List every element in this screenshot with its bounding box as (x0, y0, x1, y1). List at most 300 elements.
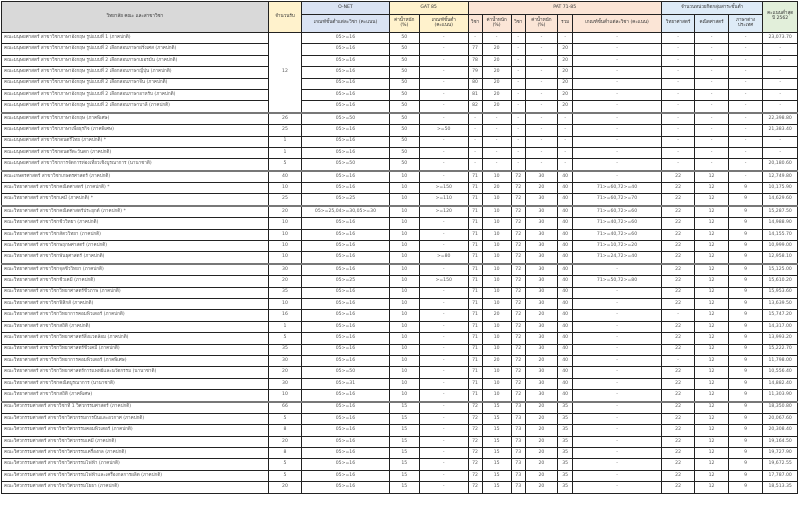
cell-gat-min: - (419, 459, 468, 470)
cell-gat-min: - (419, 355, 468, 366)
cell-onet-min: 05>=16 (302, 344, 389, 355)
cell-credit-language: 9 (728, 390, 763, 402)
cell-pat-min: - (573, 448, 662, 459)
cell-pat-weight-1: 20 (482, 183, 511, 194)
cell-credit-language: 9 (728, 333, 763, 344)
cell-pat-min: - (573, 287, 662, 298)
cell-pat-subject-1: 78 (468, 55, 482, 66)
cell-gat-weight: 10 (389, 333, 419, 344)
cell-gat-weight: 15 (389, 448, 419, 459)
cell-program-name: คณะวิทยาศาสตร์ สาขาวิชาเคมี (ภาคปกติ) * (2, 194, 269, 206)
cell-gat-min: - (419, 333, 468, 344)
cell-pat-subject-2: - (511, 101, 525, 113)
cell-onet-min: 05>=16 (302, 171, 389, 183)
cell-onet-min: 05>=16 (302, 448, 389, 459)
cell-pat-subject-2: 73 (511, 402, 525, 414)
cell-credit-science: 22 (661, 470, 694, 481)
cell-credit-language: - (728, 101, 763, 113)
cell-pat-min: 71>=50,72>=80 (573, 276, 662, 287)
cell-pat-weight-1: 10 (482, 206, 511, 218)
cell-onet-min: 05>=16 (302, 402, 389, 414)
cell-min-score: 14,155.70 (763, 229, 798, 240)
cell-pat-weight-1: 10 (482, 390, 511, 402)
cell-pat-total: 40 (558, 218, 573, 229)
cell-pat-total: 40 (558, 367, 573, 378)
header-pat-weight-1: ค่าน้ำหนัก (%) (482, 15, 511, 33)
cell-pat-weight-1: 10 (482, 333, 511, 344)
cell-pat-total: - (558, 33, 573, 44)
cell-pat-subject-2: 73 (511, 448, 525, 459)
table-row (2, 378, 798, 389)
cell-credit-language: - (728, 44, 763, 55)
table-row (2, 89, 798, 100)
cell-pat-subject-2: 72 (511, 378, 525, 389)
header-credits: จำนวนหน่วยกิตกลุ่มสาระขั้นต่ำ (661, 2, 762, 15)
cell-seats: 10 (268, 183, 301, 194)
cell-pat-total: 20 (558, 101, 573, 113)
table-row (2, 402, 798, 414)
cell-pat-total: 20 (558, 67, 573, 78)
cell-min-score: 20,067.60 (763, 413, 798, 424)
cell-onet-min: 05>=16 (302, 264, 389, 276)
cell-pat-min: 71>=40,72>=60 (573, 229, 662, 240)
table-row (2, 171, 798, 183)
cell-pat-min: - (573, 333, 662, 344)
cell-pat-total: 35 (558, 413, 573, 424)
cell-pat-subject-2: 72 (511, 218, 525, 229)
cell-pat-weight-2: - (525, 78, 557, 89)
cell-credit-language: 9 (728, 321, 763, 332)
cell-pat-min: - (573, 470, 662, 481)
cell-credit-language: - (728, 147, 763, 158)
cell-onet-min: 05>=16 (302, 252, 389, 264)
cell-seats: 5 (268, 470, 301, 481)
cell-seats: 35 (268, 344, 301, 355)
cell-pat-total: 40 (558, 171, 573, 183)
cell-credit-math: - (695, 136, 728, 147)
cell-pat-subject-1: 77 (468, 44, 482, 55)
cell-credit-science: 22 (661, 436, 694, 447)
cell-pat-subject-1: 72 (468, 436, 482, 447)
cell-pat-weight-1: 10 (482, 194, 511, 206)
cell-pat-weight-2: 20 (525, 436, 557, 447)
cell-pat-total: 20 (558, 44, 573, 55)
cell-pat-weight-1: - (482, 125, 511, 136)
cell-gat-min: - (419, 218, 468, 229)
cell-min-score: 10,999.00 (763, 241, 798, 252)
table-row (2, 344, 798, 355)
cell-credit-math: - (695, 147, 728, 158)
cell-seats: 10 (268, 298, 301, 309)
cell-gat-min: >=50 (419, 125, 468, 136)
cell-pat-subject-2: - (511, 78, 525, 89)
cell-pat-subject-2: 72 (511, 287, 525, 298)
cell-program-name: คณะเกษตรศาสตร์ สาขาวิชาเกษตรศาสตร์ (ภาคปกติ) (2, 171, 269, 183)
cell-seats: 20 (268, 367, 301, 378)
cell-gat-weight: 15 (389, 413, 419, 424)
cell-gat-weight: 50 (389, 33, 419, 44)
cell-credit-language: - (728, 78, 763, 89)
cell-pat-weight-2: 30 (525, 344, 557, 355)
cell-pat-weight-1: 20 (482, 101, 511, 113)
cell-pat-min: - (573, 402, 662, 414)
cell-pat-total: 35 (558, 448, 573, 459)
cell-pat-min: - (573, 55, 662, 66)
cell-pat-weight-2: 30 (525, 194, 557, 206)
cell-credit-math: 12 (695, 264, 728, 276)
cell-credit-math: 12 (695, 310, 728, 321)
cell-pat-weight-1: 10 (482, 344, 511, 355)
cell-seats: 10 (268, 218, 301, 229)
cell-pat-total: 40 (558, 206, 573, 218)
cell-credit-math: 12 (695, 378, 728, 389)
cell-credit-math: 12 (695, 436, 728, 447)
cell-onet-min: 05>=50 (302, 159, 389, 171)
cell-gat-min: - (419, 55, 468, 66)
cell-seats: 40 (268, 171, 301, 183)
cell-pat-weight-1: - (482, 147, 511, 158)
cell-pat-weight-1: 10 (482, 264, 511, 276)
table-row (2, 276, 798, 287)
cell-gat-min: - (419, 229, 468, 240)
cell-pat-weight-2: 30 (525, 206, 557, 218)
cell-seats: 10 (268, 241, 301, 252)
cell-pat-min: - (573, 264, 662, 276)
cell-gat-min: - (419, 425, 468, 436)
cell-pat-weight-1: 20 (482, 310, 511, 321)
cell-credit-math: - (695, 159, 728, 171)
cell-pat-weight-1: 10 (482, 367, 511, 378)
cell-credit-language: 9 (728, 252, 763, 264)
cell-gat-min: >=120 (419, 206, 468, 218)
cell-credit-science: 22 (661, 298, 694, 309)
cell-credit-language: 9 (728, 298, 763, 309)
cell-onet-min: 05>=16 (302, 67, 389, 78)
cell-gat-weight: 15 (389, 470, 419, 481)
cell-pat-weight-2: 30 (525, 298, 557, 309)
cell-program-name: คณะมนุษยศาสตร์ สาขาวิชาดนตรีไทย (ภาคปกติ) * (2, 136, 269, 147)
cell-gat-weight: 50 (389, 101, 419, 113)
cell-pat-total: 20 (558, 78, 573, 89)
cell-seats: 5 (268, 333, 301, 344)
cell-credit-science: - (661, 147, 694, 158)
cell-pat-weight-1: - (482, 113, 511, 125)
admissions-table (1, 1, 798, 494)
cell-credit-science: - (661, 355, 694, 366)
cell-credit-math: - (695, 55, 728, 66)
cell-pat-weight-2: 30 (525, 390, 557, 402)
cell-min-score: 18,513.35 (763, 482, 798, 493)
table-row (2, 206, 798, 218)
cell-gat-weight: 10 (389, 206, 419, 218)
cell-pat-total: 40 (558, 344, 573, 355)
cell-onet-min: 05>=16 (302, 470, 389, 481)
cell-program-name: คณะวิทยาศาสตร์ สาขาวิชาสถิติ (ภาคพิเศษ) (2, 390, 269, 402)
cell-credit-math: 12 (695, 470, 728, 481)
cell-gat-weight: 10 (389, 390, 419, 402)
header-pat: PAT 71-85 (468, 2, 661, 15)
cell-pat-subject-1: 72 (468, 425, 482, 436)
cell-pat-min: 71>=24,72>=40 (573, 252, 662, 264)
cell-credit-science: - (661, 89, 694, 100)
cell-pat-subject-1: 71 (468, 378, 482, 389)
cell-gat-weight: 10 (389, 229, 419, 240)
cell-credit-language: 9 (728, 482, 763, 493)
table-row (2, 67, 798, 78)
table-row (2, 136, 798, 147)
cell-pat-min: - (573, 425, 662, 436)
cell-credit-science: 22 (661, 333, 694, 344)
header-seats: จำนวนรับ (268, 2, 301, 33)
cell-gat-min: - (419, 264, 468, 276)
table-row (2, 367, 798, 378)
table-row (2, 218, 798, 229)
cell-credit-science: - (661, 78, 694, 89)
cell-credit-language: 9 (728, 413, 763, 424)
cell-gat-weight: 50 (389, 159, 419, 171)
cell-pat-subject-2: 72 (511, 355, 525, 366)
cell-program-name: คณะมนุษยศาสตร์ สาขาวิชาภาษาอังกฤษ รูปแบบที่ 2 เลือกสอบภาษาจีน (ภาคปกติ) (2, 78, 269, 89)
cell-program-name: คณะมนุษยศาสตร์ สาขาวิชาดนตรีตะวันตก (ภาคปกติ) (2, 147, 269, 158)
cell-gat-weight: 50 (389, 67, 419, 78)
cell-pat-weight-1: 10 (482, 378, 511, 389)
cell-pat-subject-1: 71 (468, 264, 482, 276)
table-row (2, 355, 798, 366)
cell-pat-subject-1: 71 (468, 252, 482, 264)
cell-pat-subject-2: 72 (511, 252, 525, 264)
cell-program-name: คณะมนุษยศาสตร์ สาขาวิชาการจัดการท่องเที่ยวเชิงบูรณาการ (นานาชาติ) (2, 159, 269, 171)
cell-onet-min: 05>=16 (302, 482, 389, 493)
cell-credit-math: 12 (695, 206, 728, 218)
cell-credit-math: - (695, 101, 728, 113)
cell-pat-weight-1: 15 (482, 470, 511, 481)
cell-onet-min: 05>=16 (302, 459, 389, 470)
cell-pat-min: - (573, 459, 662, 470)
cell-program-name: คณะวิศวกรรมศาสตร์ สาขาวิชาวิศวกรรมเครื่องกล (ภาคปกติ) (2, 448, 269, 459)
cell-seats: 30 (268, 264, 301, 276)
cell-seats: 20 (268, 276, 301, 287)
cell-pat-weight-1: 10 (482, 298, 511, 309)
cell-onet-min: 05>=16 (302, 78, 389, 89)
cell-gat-min: - (419, 367, 468, 378)
cell-pat-total: 35 (558, 482, 573, 493)
table-row (2, 425, 798, 436)
cell-pat-subject-1: 71 (468, 229, 482, 240)
cell-credit-math: 12 (695, 402, 728, 414)
cell-pat-subject-2: - (511, 33, 525, 44)
cell-gat-weight: 15 (389, 425, 419, 436)
cell-pat-min: - (573, 67, 662, 78)
cell-onet-min: 05>=16 (302, 355, 389, 366)
cell-min-score: 13,639.50 (763, 298, 798, 309)
header-name: วิทยาลัย คณะ และสาขาวิชา (2, 2, 269, 33)
cell-credit-math: 12 (695, 390, 728, 402)
cell-seats: 35 (268, 287, 301, 298)
cell-pat-subject-1: 71 (468, 171, 482, 183)
cell-credit-science: 22 (661, 413, 694, 424)
cell-pat-total: 20 (558, 89, 573, 100)
cell-pat-subject-1: 71 (468, 194, 482, 206)
cell-credit-language: - (728, 125, 763, 136)
cell-pat-weight-1: 15 (482, 482, 511, 493)
cell-credit-language: 9 (728, 194, 763, 206)
cell-gat-weight: 10 (389, 287, 419, 298)
cell-min-score: 10,175.90 (763, 183, 798, 194)
cell-pat-subject-2: 72 (511, 367, 525, 378)
cell-onet-min: 05>=16 (302, 101, 389, 113)
cell-min-score: 14,988.90 (763, 218, 798, 229)
cell-gat-min: - (419, 310, 468, 321)
cell-pat-weight-1: 10 (482, 321, 511, 332)
cell-pat-weight-2: - (525, 33, 557, 44)
cell-pat-total: 40 (558, 241, 573, 252)
cell-program-name: คณะวิศวกรรมศาสตร์ สาขาวิชาที่ 1 วิศวกรรมศาสตร์ (ภาคปกติ) (2, 402, 269, 414)
cell-min-score: 15,747.20 (763, 310, 798, 321)
cell-program-name: คณะวิศวกรรมศาสตร์ สาขาวิชาวิศวกรรมไฟฟ้าและเครื่องกลการผลิต (ภาคปกติ) (2, 470, 269, 481)
cell-credit-science: - (661, 44, 694, 55)
cell-program-name: คณะวิทยาศาสตร์ สาขาวิชาพันธุศาสตร์ (ภาคปกติ) (2, 252, 269, 264)
cell-gat-weight: 10 (389, 218, 419, 229)
cell-pat-weight-2: 30 (525, 218, 557, 229)
cell-pat-subject-1: 71 (468, 344, 482, 355)
cell-credit-language: - (728, 171, 763, 183)
cell-program-name: คณะวิทยาศาสตร์ สาขาวิชาสัตววิทยา (ภาคปกติ) (2, 229, 269, 240)
cell-onet-min: 05>=16 (302, 183, 389, 194)
cell-gat-weight: 10 (389, 276, 419, 287)
cell-pat-subject-1: 71 (468, 310, 482, 321)
cell-credit-science: 22 (661, 276, 694, 287)
cell-pat-total: - (558, 113, 573, 125)
cell-credit-science: 22 (661, 171, 694, 183)
cell-pat-min: - (573, 113, 662, 125)
cell-pat-subject-2: 73 (511, 436, 525, 447)
cell-pat-weight-2: 30 (525, 276, 557, 287)
cell-pat-weight-2: - (525, 113, 557, 125)
cell-program-name: คณะมนุษยศาสตร์ สาขาวิชาภาษาอังกฤษ รูปแบบที่ 2 เลือกสอบภาษาอาหรับ (ภาคปกติ) (2, 89, 269, 100)
header-pat-subject-2: วิชา (511, 15, 525, 33)
cell-pat-subject-1: - (468, 159, 482, 171)
cell-credit-language: 9 (728, 402, 763, 414)
cell-credit-language: 9 (728, 378, 763, 389)
cell-pat-subject-2: - (511, 147, 525, 158)
cell-pat-subject-2: 73 (511, 413, 525, 424)
table-row (2, 333, 798, 344)
cell-pat-subject-1: 80 (468, 78, 482, 89)
header-gat-min: เกณฑ์ขั้นต่ำ (คะแนน) (419, 15, 468, 33)
table-row (2, 78, 798, 89)
cell-credit-math: 12 (695, 194, 728, 206)
cell-pat-subject-2: 72 (511, 194, 525, 206)
cell-min-score: - (763, 136, 798, 147)
cell-program-name: คณะวิศวกรรมศาสตร์ สาขาวิชาวิศวกรรมการบินและอวกาศ (ภาคปกติ) (2, 413, 269, 424)
cell-gat-min: - (419, 344, 468, 355)
cell-program-name: คณะมนุษยศาสตร์ สาขาวิชาภาษาอังกฤษ รูปแบบที่ 2 เลือกสอบภาษาเยอรมัน (ภาคปกติ) (2, 55, 269, 66)
cell-min-score: 15,222.70 (763, 344, 798, 355)
cell-pat-total: 40 (558, 310, 573, 321)
table-row (2, 241, 798, 252)
cell-credit-math: 12 (695, 229, 728, 240)
cell-program-name: คณะมนุษยศาสตร์ สาขาวิชาภาษาอังกฤษ รูปแบบที่ 2 เลือกสอบภาษาญี่ปุ่น (ภาคปกติ) (2, 67, 269, 78)
cell-pat-weight-1: 10 (482, 287, 511, 298)
table-row (2, 448, 798, 459)
cell-pat-subject-2: 72 (511, 241, 525, 252)
cell-credit-science: - (661, 125, 694, 136)
cell-pat-weight-1: 15 (482, 402, 511, 414)
cell-min-score: 12,958.10 (763, 252, 798, 264)
cell-pat-weight-2: 30 (525, 229, 557, 240)
cell-credit-math: 12 (695, 333, 728, 344)
cell-credit-math: 12 (695, 287, 728, 298)
cell-onet-min: 05>=25,04>=30,05>=30 (302, 206, 389, 218)
cell-seats: 5 (268, 159, 301, 171)
cell-credit-language: 9 (728, 448, 763, 459)
cell-min-score: - (763, 101, 798, 113)
cell-gat-min: - (419, 321, 468, 332)
cell-program-name: คณะวิทยาศาสตร์ สาขาวิชาวิทยาศาสตร์การแพทย์และนวัตกรรม (นานาชาติ) (2, 367, 269, 378)
cell-seats: 66 (268, 402, 301, 414)
cell-gat-weight: 50 (389, 136, 419, 147)
cell-gat-min: - (419, 136, 468, 147)
cell-pat-total: - (558, 125, 573, 136)
cell-gat-min: - (419, 436, 468, 447)
cell-onet-min: 05>=16 (302, 55, 389, 66)
cell-pat-weight-2: 20 (525, 425, 557, 436)
cell-seats: 20 (268, 206, 301, 218)
cell-pat-subject-2: 72 (511, 390, 525, 402)
cell-pat-weight-1: 10 (482, 241, 511, 252)
cell-pat-total: 40 (558, 194, 573, 206)
header-credit-language: ภาษาต่างประเทศ (728, 15, 763, 33)
cell-pat-subject-1: 71 (468, 287, 482, 298)
cell-credit-science: 22 (661, 264, 694, 276)
cell-credit-language: 9 (728, 367, 763, 378)
cell-min-score: 15,287.50 (763, 206, 798, 218)
cell-gat-weight: 10 (389, 171, 419, 183)
cell-gat-weight: 50 (389, 55, 419, 66)
cell-program-name: คณะมนุษยศาสตร์ สาขาวิชาภาษาอังกฤษ รูปแบบที่ 2 เลือกสอบภาษาบาลี (ภาคปกติ) (2, 101, 269, 113)
table-row (2, 183, 798, 194)
cell-min-score: - (763, 89, 798, 100)
cell-min-score: 17,787.00 (763, 470, 798, 481)
cell-seats: 20 (268, 436, 301, 447)
cell-pat-subject-2: 73 (511, 459, 525, 470)
cell-gat-weight: 50 (389, 147, 419, 158)
table-row (2, 482, 798, 493)
table-row (2, 459, 798, 470)
cell-pat-weight-2: 20 (525, 470, 557, 481)
cell-pat-subject-2: 72 (511, 171, 525, 183)
cell-pat-subject-2: 72 (511, 333, 525, 344)
cell-min-score: 15,125.00 (763, 264, 798, 276)
cell-pat-min: - (573, 159, 662, 171)
cell-program-name: คณะวิทยาศาสตร์ สาขาวิชาชีววิทยา (ภาคปกติ) (2, 218, 269, 229)
header-pat-weight-2: ค่าน้ำหนัก (%) (525, 15, 557, 33)
cell-pat-min: 71>=10,72>=20 (573, 241, 662, 252)
cell-min-score: 21,383.40 (763, 125, 798, 136)
cell-pat-total: 20 (558, 55, 573, 66)
cell-pat-total: - (558, 147, 573, 158)
cell-pat-min: - (573, 413, 662, 424)
cell-gat-min: - (419, 78, 468, 89)
cell-onet-min: 05>=25 (302, 194, 389, 206)
cell-pat-total: 40 (558, 355, 573, 366)
header-gat: GAT 85 (389, 2, 468, 15)
cell-pat-weight-1: 20 (482, 67, 511, 78)
cell-seats: 30 (268, 355, 301, 366)
table-row (2, 390, 798, 402)
cell-program-name: คณะวิทยาศาสตร์ สาขาวิชาคณิตศาสตร์ (ภาคปกติ) * (2, 183, 269, 194)
cell-pat-subject-1: 72 (468, 482, 482, 493)
